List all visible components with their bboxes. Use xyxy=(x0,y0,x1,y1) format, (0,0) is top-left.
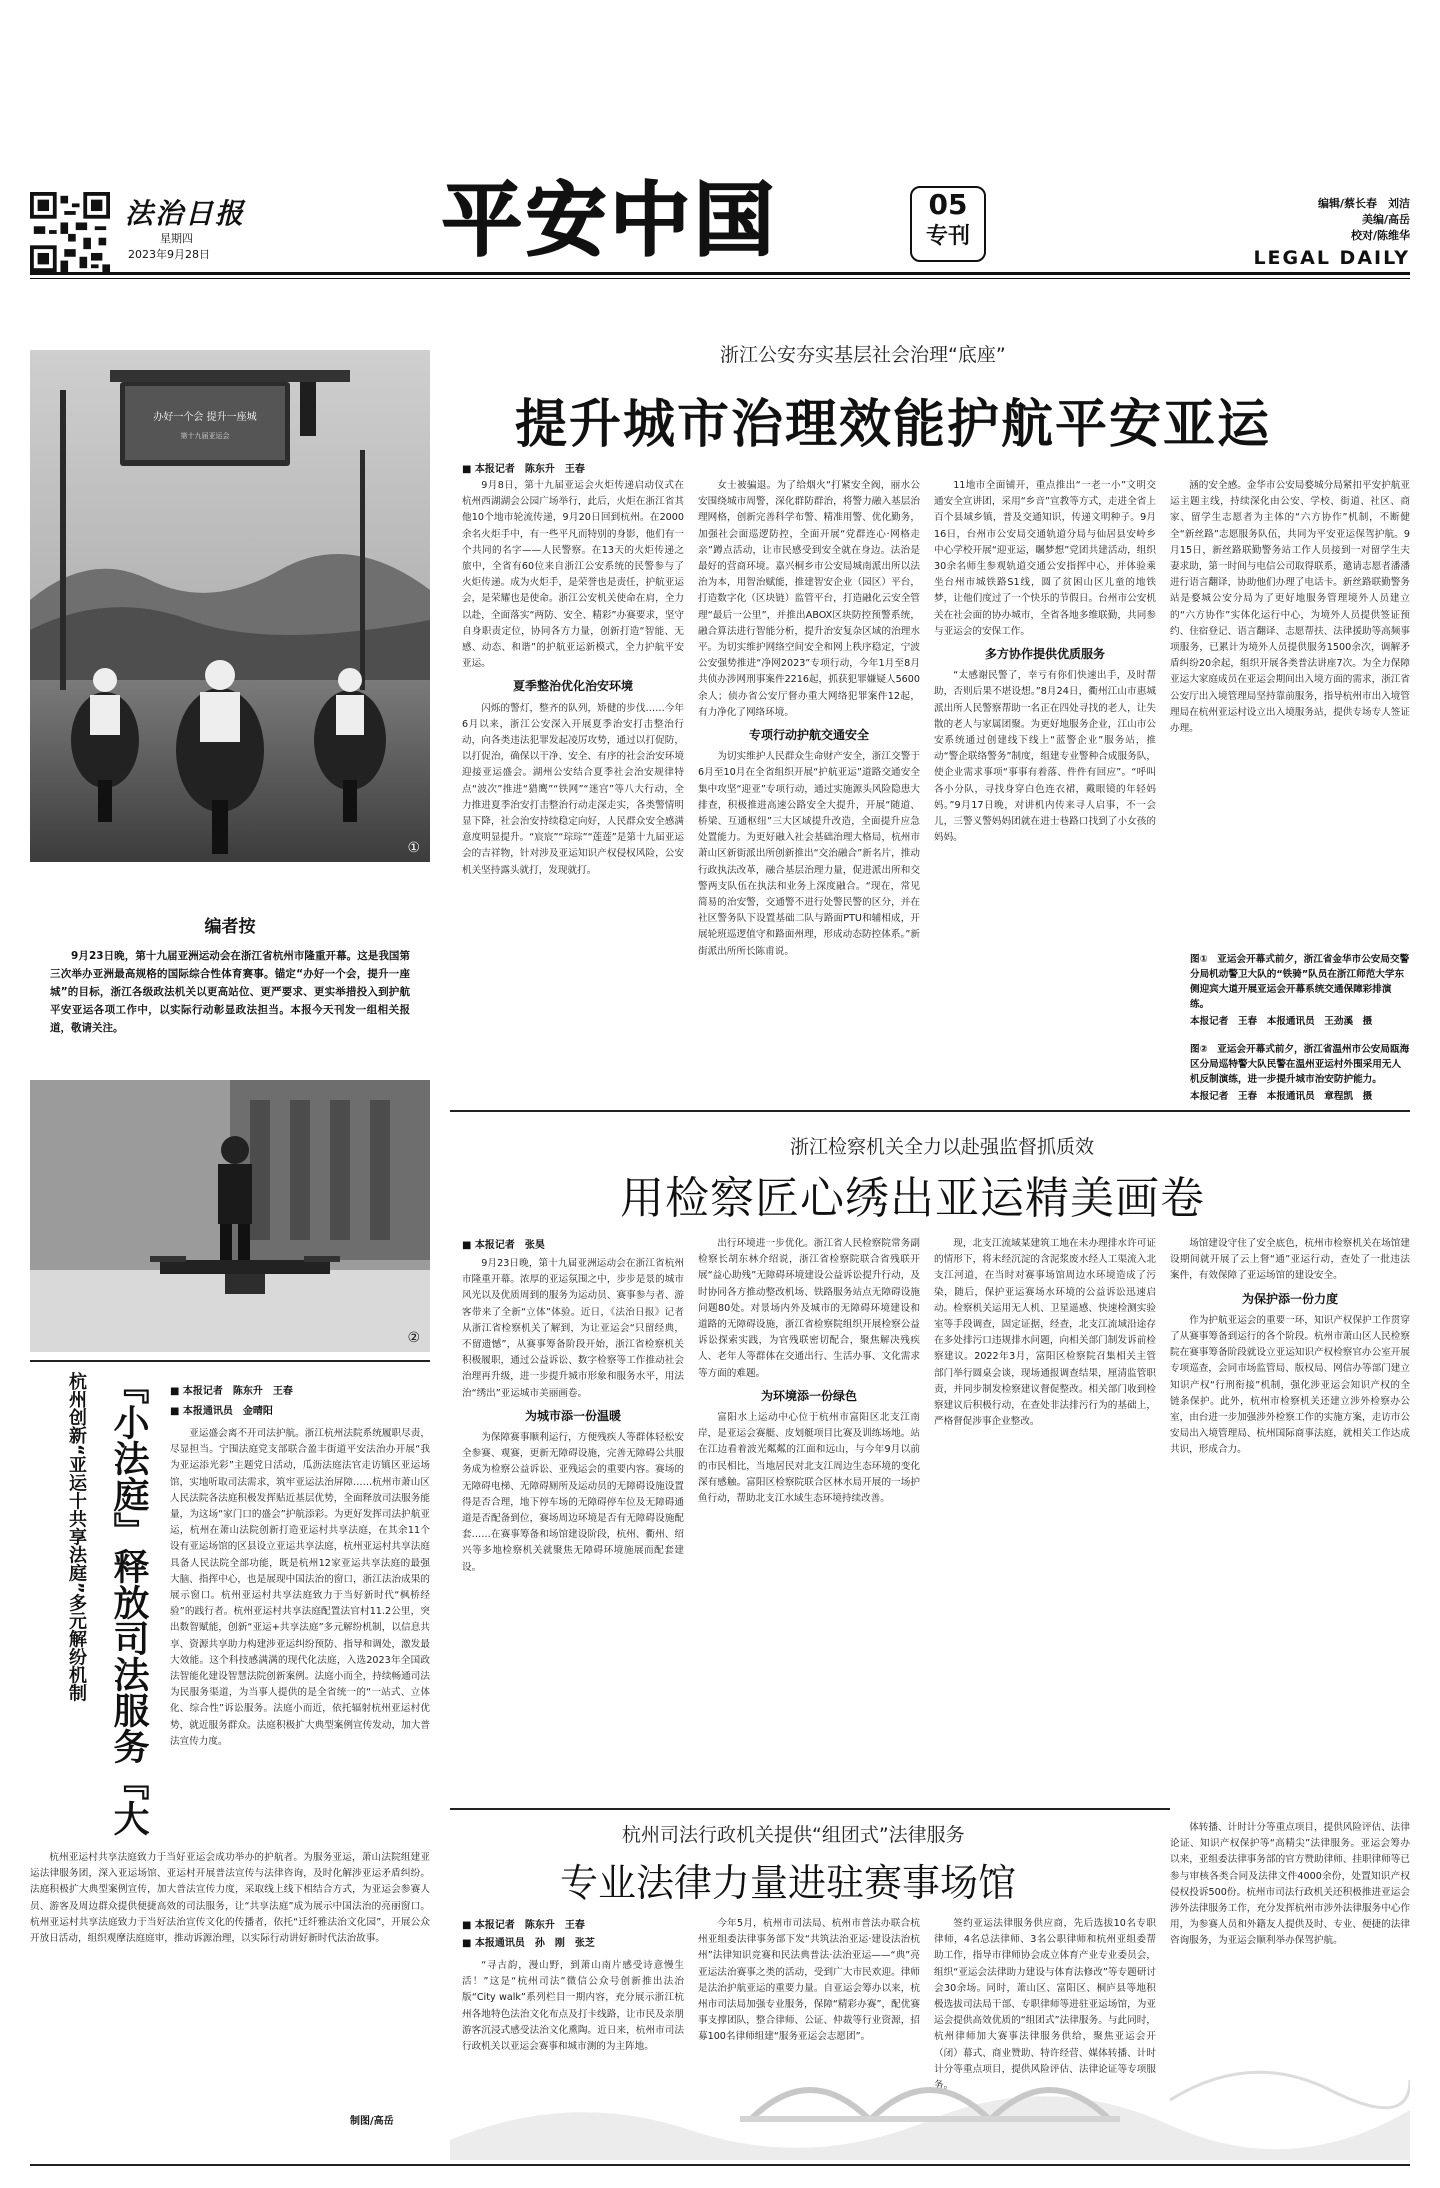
article1-bottom-rule xyxy=(450,1110,1410,1112)
article1-col-2b-text: 为切实维护人民群众生命财产安全，浙江交警于6月至10月在全省组织开展“护航亚运”道路交通安全集中攻坚“迎亚”专项行动，通过实施源头风险隐患大排查，积极推进高速公路安全大提升，开展“随道、桥梁、互通枢纽”三大区域提升改造，全面提升应急处置能力。为更好融入社会基础治理大格局，杭州市萧山区新街派出所创新推出“交治融合”新名片，推动行政执法改革，融合基层治理力量，促进派出所和交警两支队伍在执法和业务上深度融合。“现在，常见简易的治安警，交通警不进行处警民警的区分，并在社区警务队下设置基础二队与路面PTU和辅相成，开展轮班巡逻值守和路面州理，形成动态防控体系。”新街派出所所长陈甫说。 xyxy=(698,751,920,957)
article1-kicker: 浙江公安夯实基层社会治理“底座” xyxy=(720,344,1006,366)
photo-marker-2: ② xyxy=(407,1330,420,1346)
motorcycle-photo-icon xyxy=(30,350,430,862)
editors-line-3: 校对/陈维华 xyxy=(1350,229,1410,242)
editor-note xyxy=(50,912,410,1037)
article1-subhead-2: 专项行动护航交通安全 xyxy=(748,728,869,743)
article2-col-1-text: 9月23日晚，第十九届亚洲运动会在浙江省杭州市隆重开幕。浓厚的亚运氛围之中，步步是景的城市风光以及优质周到的服务为运动员、赛事参与者、游客带来了全新“立体”体验。近日，《法治日报》记者从浙江省检察机关了解到，为让亚运会“只留经典，不留遗憾”，从赛事筹备阶段开始，浙江省检察机关积极履职，通过公益诉讼、数字检察等工作推动社会治理再升级，进一步提升城市形象和服务水平，用法治“绣出”亚运城市美丽画卷。 xyxy=(462,1258,684,1399)
page-bottom-rule xyxy=(30,2164,1410,2166)
photo-marker-1: ① xyxy=(407,840,420,856)
editors-line-2: 美编/高岳 xyxy=(1361,213,1410,226)
article4-title: 专业法律力量进驻赛事场馆 xyxy=(560,1861,1017,1905)
photo-caption-2-credit: 本报记者 王春 本报通讯员 章程凯 摄 xyxy=(1190,1091,1373,1102)
editor-note-text: 9月23日晚，第十九届亚洲运动会在浙江省杭州市隆重开幕。这是我国第三次举办亚洲最高规格的国际综合性体育赛事。锚定“办好一个会，提升一座城”的目标，浙江各级政法机关以更高站位、更严要求、更实举措投入到护航平安亚运各项工作中，以实际行动彰显政法担当。本报今天刊发一组相关报道，敬请关注。 xyxy=(50,950,410,1034)
editor-note-title: 编者按 xyxy=(204,917,256,937)
article2-kicker: 浙江检察机关全力以赴强监督抓质效 xyxy=(790,1136,1095,1158)
editors-line-1: 编辑/蔡长春 刘洁 xyxy=(1317,197,1410,210)
side-article-text: 亚运盛会离不开司法护航。浙江杭州法院系统履职尽责，尽显担当。宁围法庭党支部联合盈丰街道平安法治办开展“我为亚运添光彩”主题党日活动，瓜沥法庭法官走访镇区亚运场馆，实地听取司法需求，筑牢亚运法治屏障……杭州市萧山区人民法院各法庭积极发挥贴近基层优势，全面释放司法服务能量，为这场“家门口的盛会”护航添彩。为更好发挥司法护航亚运，杭州在萧山法院创新打造亚运村共享法庭，在其余11个设有亚运场馆的区县设立亚运共享法庭，杭州亚运村共享法庭具备人民法院全部功能，既是杭州12家亚运共享法庭的最强大脑、指挥中心，也是展现中国法治的窗口，浙江法治成果的展示窗口。杭州亚运村共享法庭致力于当好新时代“枫桥经验”的践行者。杭州亚运村共享法庭配置法官村11.2公里，突出数智赋能，创新“亚运+共享法庭”多元解纷机制，以信息共享、资源共享助力构建涉亚运纠纷预防、指导和调处，激发最大效能。这个科技感满满的现代化法庭，入选2023年全国政法智能化建设智慧法院创新案例。法庭小而全，持续畅通司法为民服务渠道，为当事人提供的是全省统一的“一站式、立体化、综合性”诉讼服务。法庭小而近，依托辐射杭州亚运村优势，就近服务群众。法庭积极扩大典型案例宣传发动，加大普法宣传力度。 xyxy=(170,1428,430,1747)
article1-subhead-3: 多方协作提供优质服务 xyxy=(984,647,1105,662)
side-article-body-top xyxy=(170,1426,430,1834)
article2-col-2b-text: 富阳水上运动中心位于杭州市富阳区北支江南岸，是亚运会赛艇、皮划艇项目比赛及训练场地。站在江边看着波光粼粼的江面和远山，与今年9月以前的市民相比，当地居民对北支江周边生态环境的变化深有感触。富阳区检察院联合区林水局开展的一场护鱼行动，帮助北支江水域生态环境持续改善。 xyxy=(698,1412,920,1505)
side-article-title: 杭州创新“亚运十共享法庭”多元解纷机制 xyxy=(66,1372,87,1702)
page-type: 专刊 xyxy=(925,224,970,249)
article4-col-4 xyxy=(1170,1820,1410,2020)
drone-photo-icon xyxy=(30,1080,430,1352)
photo-caption-1-text: 图① 亚运会开幕式前夕，浙江省金华市公安局交警分局机动警卫大队的“铁骑”队员在浙江师范大学东侧迎宾大道开展亚运会开幕系统交通保障彩排演练。 xyxy=(1190,954,1410,1010)
photo-drone-drill xyxy=(30,1080,430,1352)
side-byline-1: ■ 本报记者 陈东升 王春 xyxy=(170,1386,293,1397)
article1-col-4 xyxy=(1170,478,1410,948)
article2-subhead-2: 为环境添一份绿色 xyxy=(760,1388,857,1403)
article2-col-2 xyxy=(698,1236,920,1796)
article2-subhead-4: 为保护添一份力度 xyxy=(1241,1291,1338,1306)
article1-col-2 xyxy=(698,478,920,1098)
article2-bottom-rule xyxy=(450,1808,1170,1810)
bridge-illustration-icon xyxy=(450,2020,1410,2160)
article4-col-1-text: “寻古韵，漫山野，到萧山南片感受诗意慢生活！”这是“杭州司法”微信公众号创新推出法治版“City walk”系列栏目一期内容，充分展示浙江杭州各地特色法治文化布点及打卡线路，让市民及亲朋游客沉浸式感受法治文化熏陶。近日来，杭州市司法行政机关以亚运会赛事和城市测的为主阵地。 xyxy=(462,1960,684,2053)
issue-date: 2023年9月28日 xyxy=(128,248,210,261)
side-article-big-title: 『小法庭』释放司法服务『大 xyxy=(108,1368,149,1836)
banner-text-1: 办好一个会 提升一座城 xyxy=(153,412,257,423)
side-byline-2: ■ 本报通讯员 金晴阳 xyxy=(170,1406,273,1417)
article2-col-4-text: 场馆建设守住了安全底色，杭州市检察机关在场馆建设期间就开展了云上督“通”亚运行动，查处了一批违法案件，有效保障了亚运场馆的建设安全。 xyxy=(1170,1238,1410,1282)
english-name: LEGAL DAILY xyxy=(1253,247,1410,269)
photo-motorcycle-escort xyxy=(30,350,430,862)
article1-col-2-text: 女士被骗退。为了给烟火“打紧安全阀，丽水公安围绕城市周警，深化群防群治，将警力融入基层治理网格，创新完善科学布警、精准用警、优化勤务，加强社会面巡逻防控，全面开展“党群连心·网格走亲”蹲点活动，让市民感受到安全就在身边。法治是最好的营商环境。嘉兴桐乡市公安局城南派出所以法治为本，用智治赋能，推建智安企业（园区）平台，打造数字化（区块链）监管平台，打造融化云安全管理“最后一公里”，并推出ABOX区块防控预警系统，融合算法进行智能分析，提升治安复杂区域的治理水平。为切实维护网络空间安全和网上秩序稳定，宁波公安强势推进“净网2023”专项行动，今年1月至8月共侦办涉网刑事案件2216起，抓获犯罪嫌疑人5600余人；侦办省公安厅督办重大网络犯罪案件12起，有力净化了网络环境。 xyxy=(698,480,920,718)
photo-caption-2 xyxy=(1190,1042,1410,1104)
article1-col-1-text: 9月8日，第十九届亚运会火炬传递启动仪式在杭州西湖湖会公园广场举行，此后，火炬在浙江省其他10个地市轮流传递，9月20日回到杭州。在2000余名火炬手中，有一些平凡而特别的身影，他们有一个共同的名字——人民警察。在13天的火炬传递之旅中，全省有60位来自浙江公安系统的民警参与了火炬传递。成为火炬手，是荣誉也是责任，护航亚运会，是荣耀也是使命。浙江公安机关使命在肩，全力以赴，全面落实“两防、安全、精彩”办赛要求，坚守自身职责定位，协同各方力量，创新打造“智能、无感、动态、和谐”的护航亚运新模式，全力护航平安亚运。 xyxy=(462,480,684,670)
article2-subhead-1: 为城市添一份温暖 xyxy=(524,1408,621,1423)
article2-col-4 xyxy=(1170,1236,1410,1796)
article1-title: 提升城市治理效能护航平安亚运 xyxy=(515,395,1272,455)
article1-col-3-text: 11地市全面铺开，重点推出“一老一小”文明交通安全宣讲团，采用“乡音”宣教等方式，走进全省上百个县域乡镇，普及交通知识，传递文明种子。9月16日，台州市公安局交通轨道分局与仙居县安岭乡中心学校开展“迎亚运，瞩梦想”党团共建活动，组织30余名师生参观轨道交通公安指挥中心，并体验乘坐台州市城铁路S1线，圆了贫困山区儿童的地铁梦，让他们度过了一个快乐的节假日。台州市公安机关在社会面的协办城市，全省各地多维联勤，共同参与亚运会的安保工作。 xyxy=(934,480,1156,637)
article2-col-4b-text: 作为护航亚运会的重要一环，知识产权保护工作贯穿了从赛事筹备到运行的各个阶段。杭州市萧山区人民检察院在赛事筹备阶段就设立亚运知识产权检察官办公室开展专项巡查，会同市场监管局、版权局、网信办等部门建立知识产权“行刑衔接”机制，强化涉亚运会知识产权的全链条保护。此外，杭州市检察机关还建立涉外检察办公室，由台进一步加强涉外检察工作的实施方案，走访市公安局出入境管理局、杭州国际商事法庭，就相关工作达成共识，形成合力。 xyxy=(1170,1314,1410,1456)
article1-col-1 xyxy=(462,478,684,1098)
section-title: 平安中国 xyxy=(442,174,778,267)
article1-byline: ■ 本报记者 陈东升 王春 xyxy=(462,464,585,475)
article1-subhead-1: 夏季整治优化治安环境 xyxy=(512,679,633,694)
article1-col-1b-text: 闪烁的警灯，整齐的队列，矫健的步伐……今年6月以来，浙江公安深入开展夏季治安打击整治行动，向各类违法犯罪发起凌厉攻势，通过以打促防，以打促治，确保以干净、安全、有序的社会治安环境迎接亚运盛会。湖州公安结合夏季社会治安规律特点“波次”推进“猎鹰”“铁网”“迷宫”等八大行动，全力推进夏季治安打击整治行动走深走实，各类警情明显下降，社会治安持续稳定向好，人民群众安全感满意度明显提升。“宸宸”“琮琮”“莲莲”是第十九届亚运会的吉祥物，针对涉及亚运知识产权侵权风险，公安机关坚持露头就打，发现就打。 xyxy=(462,702,684,876)
article1-col-3 xyxy=(934,478,1156,1098)
page-number-box xyxy=(910,186,986,262)
article4-col-2-text: 今年5月，杭州市司法局、杭州市普法办联合杭州亚组委法律事务部下发“共筑法治亚运·建设法治杭州”法律知识竞赛和民法典普法·法治亚运——“典”亮亚运法治赛事之类的活动，受到广大市民欢迎。律师是法治护航亚运的重要力量。自亚运会筹办以来，杭州市司法局加强专业服务，保障“精彩办赛”，配优赛事支撑团队，整合律师、公证、仲裁等行业资源，招募100名律师组建“服务亚运会志愿团”。 xyxy=(698,1918,920,2043)
article2-col-3-text: 现，北支江流域某建筑工地在未办理排水许可证的情形下，将未经沉淀的含泥浆废水经人工渠流入北支江河道，在当时对赛事场馆周边水环境造成了污染，随后，保护亚运赛场水环境的公益诉讼迅速启动。检察机关运用无人机、卫星遥感、快速检测实验室等手段调查，固定证据，经查，北支江流域沿途存在多处排污口违规排水问题，向相关部门制发诉前检察建议。2022年3月，富阳区检察院召集相关主管部门举行圆桌会谈，现场通报调查结果，厘清监管职责，并同步制发检察建议督促整改。相关部门收到检察建议后积极行动，在查处非法排污行为的基础上，严格督促涉事企业整改。 xyxy=(934,1238,1156,1428)
side-article-text-continued: 杭州亚运村共享法庭致力于当好亚运会成功举办的护航者。为服务亚运，萧山法院组建亚运法律服务团，深入亚运场馆、亚运村开展普法宣传与法律咨询，及时化解涉亚运矛盾纠纷。法庭积极扩大典型案例宣传，加大普法宣传力度，采取线上线下相结合方式，为亚运会参赛人员、游客及周边群众提供便捷高效的司法服务，让“共享法庭”成为展示中国法治的亮丽窗口。杭州亚运村共享法庭致力于当好法治宣传文化的传播者，依托“迁纤雅法治文化园”，开展公众开放日活动，组织观摩法庭庭审，推动诉源治理，以实际行动讲好新时代法治故事。 xyxy=(30,1852,430,1945)
paper-name: 法治日报 xyxy=(125,197,246,230)
photo-caption-1-credit: 本报记者 王春 本报通讯员 王劲溪 摄 xyxy=(1190,1016,1373,1027)
article1-col-4-text: 涵的安全感。金华市公安局婺城分局紧扣平安护航亚运主题主线，持续深化由公安、学校、街道、社区、商家、留学生志愿者为主体的“六方协作”机制，不断健全“新丝路”志愿服务队伍，共同为平安亚运保驾护航。9月15日，新丝路联勤警务站工作人员接到一对留学生夫妻求助，第一时间与电信公司取得联系，邀请志愿者潘潘进行语言翻译，协助他们办理了电话卡。新丝路联勤警务站是婺城公安分局为了更好地服务管理境外人员建立的“六方协作”实体化运行中心，为境外人员提供签证预约、住宿登记、语言翻译、志愿帮扶、法律援助等高频事项服务，已累计为境外人员提供服务1500余次，调解矛盾纠纷20余起，组织开展各类普法讲座7次。为全力保障亚运大家庭成员在亚运会期间出入境方面的需求，浙江省公安厅出入境管理局坚持靠前服务，指导杭州市出入境管理局在杭州亚运村设立出入境服务站，提供专场专人签证办理。 xyxy=(1170,480,1410,735)
article2-col-1 xyxy=(462,1256,684,1796)
qr-code-icon xyxy=(30,192,110,272)
page-number: 05 xyxy=(928,188,968,221)
article4-kicker: 杭州司法行政机关提供“组团式”法律服务 xyxy=(622,1824,965,1846)
article2-col-2-text: 出行环境进一步优化。浙江省人民检察院常务副检察长胡东林介绍说，浙江省检察院联合省残联开展“益心助残”无障碍环境建设公益诉讼提升行动，及时协同各方推动整改机场、铁路服务站点无障碍设施问题80处。对景场内外及城市的无障碍环境建设和道路的无障碍设施，浙江省检察院组织开展检察公益诉讼探索实践，为官残联密切配合，聚焦解决残疾人、老年人等群体在交通出行、生活办事、文化需求等方面的难题。 xyxy=(698,1238,920,1379)
article1-col-3b-text: “太感谢民警了，幸亏有你们快速出手，及时帮助，否则后果不堪设想。”8月24日，衢州江山市惠城派出所人民警察帮助一名正在四处寻找的老人，让失散的老人与家属团聚。为更好地服务企业，江山市公安系统通过创建线下线上“蓝警企业”服务站，推动“警企联络警务”制度，组建专业警种合成服务队，使企业需求事项“事事有着落、件件有回应”。“呼叫各小分队，寻找身穿白色连衣裙，戴眼镜的年轻妈妈。”9月17日晚，对讲机内传来寻人启事，不一会儿，三警义警妈妈团就在进士巷路口找到了小女孩的妈妈。 xyxy=(934,670,1156,844)
editors xyxy=(1253,196,1410,269)
side-credit: 制图/高岳 xyxy=(350,2116,394,2127)
side-article-body-bottom xyxy=(30,1850,430,2130)
article2-col-1b-text: 为保障赛事顺利运行，方便残疾人等群体轻松安全参赛、观赛，更新无障碍设施，完善无障碍公共服务成为检察公益诉讼、亚残运会的重要内容。赛场的无障碍电梯、无障碍厕所及运动员的无障碍设施设置得是否合理，地下停车场的无障碍停车位及无障碍通道是否配备到位，赛场周边环境是否有无障碍设施配套……在赛事筹备和场馆建设阶段，杭州、衢州、绍兴等多地检察机关就聚焦无障碍环境施展而配套建设。 xyxy=(462,1432,684,1573)
article2-col-3 xyxy=(934,1236,1156,1796)
article4-byline-2: ■ 本报通讯员 孙 刚 张芝 xyxy=(462,1938,595,1949)
photo-caption-1 xyxy=(1190,952,1410,1029)
banner-text-2: 第十九届亚运会 xyxy=(180,432,230,440)
article4-col-4-text: 体转播、计时计分等重点项目，提供风险评估、法律论证、知识产权保护等“高精尖”法律服务。亚运会筹办以来，亚组委法律事务部的官方赞助律师、挂职律师等已参与审核各类合同及法律文件4000余份，处置知识产权侵权投诉500份。杭州市司法行政机关还积极推进亚运会涉外法律服务工作，充分发挥杭州市涉外法律服务中心作用，为参赛人员和外籍友人提供及时、专业、便捷的法律咨询服务，为亚运会顺利举办保驾护航。 xyxy=(1170,1822,1410,1947)
side-article-top-rule xyxy=(30,1360,430,1362)
weekday: 星期四 xyxy=(160,232,193,245)
masthead xyxy=(30,174,1410,269)
photo-caption-2-text: 图② 亚运会开幕式前夕，浙江省温州市公安局瓯海区分局巡特警大队民警在温州亚运村外围采用无人机反制演练，进一步提升城市治安防护能力。 xyxy=(1190,1044,1410,1085)
article4-byline-1: ■ 本报记者 陈东升 王春 xyxy=(462,1920,585,1931)
article2-title: 用检察匠心绣出亚运精美画卷 xyxy=(620,1173,1205,1224)
article4-col-3-text: 签约亚运法律服务供应商，先后选拔10名专职律师，4名总法律师、3名公职律师和杭州亚组委帮助工作，指导市律师协会成立体育产业专业委员会，组织“亚运会法律助力建设与体育法修改”等专题研讨会30余场。同时，萧山区、富阳区、桐庐县等地积极选拔司法局干部、专职律师等进驻亚运场馆，为亚运会提供高效优质的“组团式”法律服务。与此同时，杭州律师加大赛事法律服务供给，聚焦亚运会开（闭）幕式、商业赞助、特许经营、媒体转播、计时计分等重点项目，提供风险评估、法律论证等专项服务。 xyxy=(934,1918,1156,2092)
article2-byline: ■ 本报记者 张昊 xyxy=(462,1240,545,1251)
masthead-rule xyxy=(30,272,1410,279)
